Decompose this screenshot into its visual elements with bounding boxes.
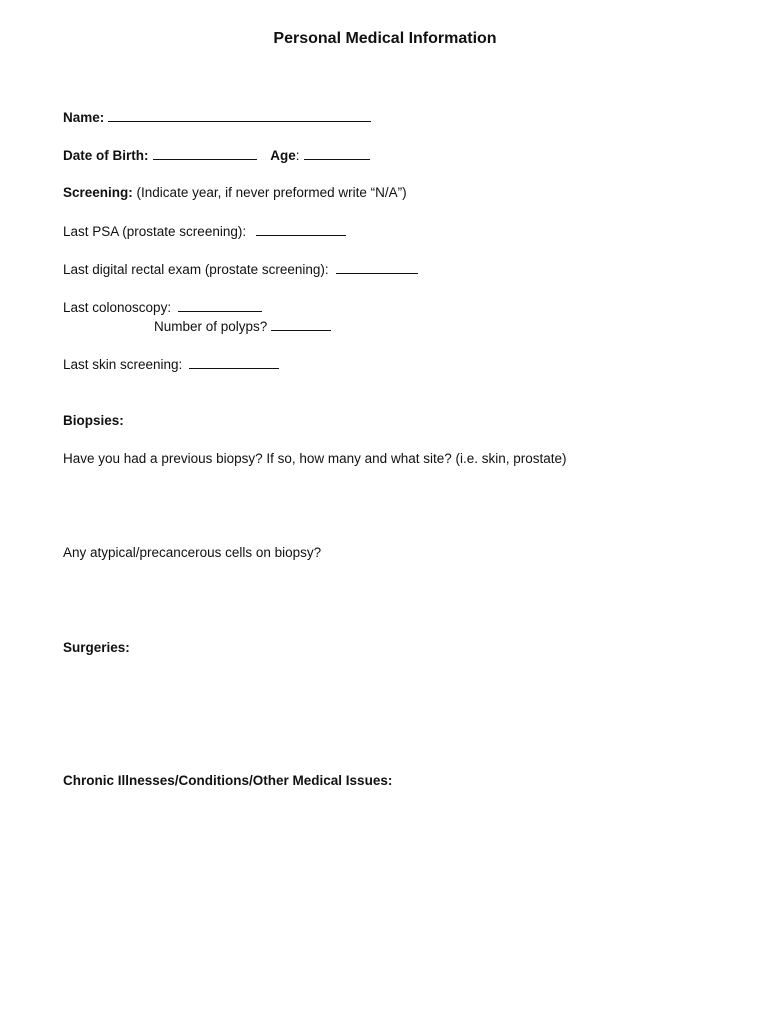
biopsy-question: Have you had a previous biopsy? If so, how many and what site? (i.e. skin, prostate) [63, 451, 567, 466]
screening-label: Screening: [63, 185, 133, 200]
dob-age-row [63, 146, 370, 165]
skin-row [63, 355, 279, 374]
page-title: Personal Medical Information [273, 30, 497, 47]
dre-row [63, 260, 418, 279]
psa-label: Last PSA (prostate screening): [63, 224, 247, 239]
biopsy-answer-area[interactable] [63, 472, 703, 538]
skin-label: Last skin screening: [63, 357, 183, 372]
colonoscopy-label: Last colonoscopy: [63, 300, 172, 315]
screening-row [63, 184, 407, 202]
name-row [63, 108, 371, 127]
atypical-question: Any atypical/precancerous cells on biopsy? [63, 545, 322, 560]
name-label: Name: [63, 110, 105, 125]
polyps-field[interactable] [271, 317, 331, 331]
screening-note: (Indicate year, if never preformed write “N/A”) [136, 185, 407, 200]
age-label: Age [270, 148, 296, 163]
age-colon: : [295, 148, 300, 163]
biopsies-heading: Biopsies: [63, 413, 124, 428]
polyps-label: Number of polyps? [154, 319, 268, 334]
colonoscopy-field[interactable] [178, 298, 262, 312]
chronic-heading: Chronic Illnesses/Conditions/Other Medical Issues: [63, 773, 393, 788]
age-field[interactable] [304, 146, 370, 160]
name-field[interactable] [108, 108, 371, 122]
surgeries-heading: Surgeries: [63, 640, 130, 655]
colonoscopy-row [63, 298, 262, 317]
dre-field[interactable] [336, 260, 418, 274]
polyps-row [154, 317, 331, 336]
dob-field[interactable] [153, 146, 257, 160]
psa-row [63, 222, 346, 241]
atypical-answer-area[interactable] [63, 566, 703, 636]
dre-label: Last digital rectal exam (prostate screening): [63, 262, 329, 277]
dob-label: Date of Birth: [63, 148, 149, 163]
chronic-answer-area[interactable] [63, 795, 703, 995]
skin-field[interactable] [189, 355, 279, 369]
psa-field[interactable] [256, 222, 346, 236]
surgeries-answer-area[interactable] [63, 662, 703, 766]
